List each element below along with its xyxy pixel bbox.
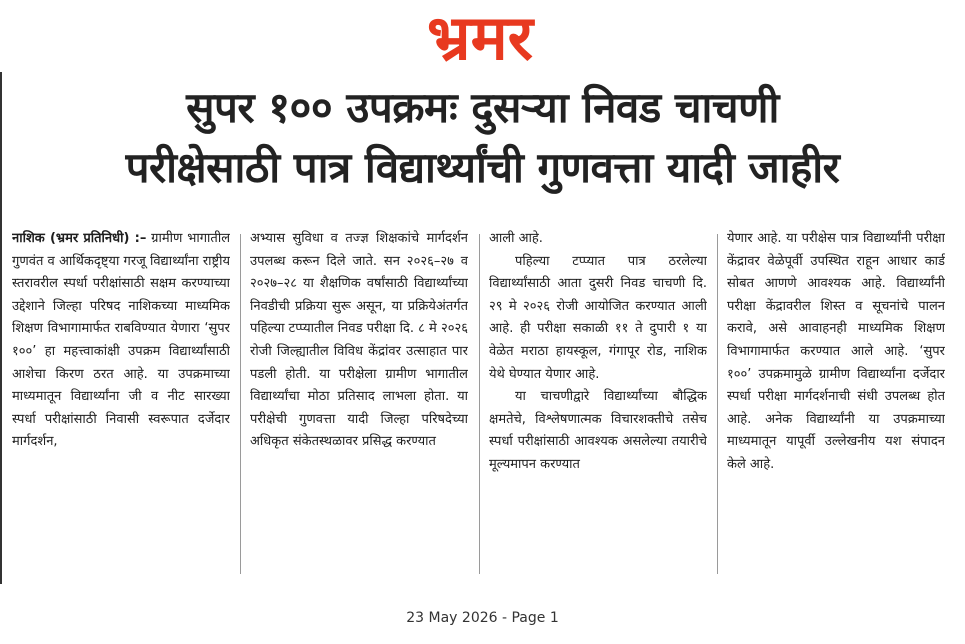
article-column-1: [12, 228, 230, 580]
column-divider-2: [479, 234, 480, 574]
headline-line-2: परीक्षेसाठी पात्र विद्यार्थ्यांची गुणवत्ता यादी जाहीर: [125, 143, 840, 192]
article-headline: [10, 78, 955, 198]
column-2-text: अभ्यास सुविधा व तज्ज्ञ शिक्षकांचे मार्गदर्शन उपलब्ध करून दिले जाते. सन २०२६–२७ व २०२७–२८ या शैक्षणिक वर्षांसाठी विद्यार्थ्यांच्या निवडीची प्रक्रिया सुरू असून, या प्रक्रियेअंतर्गत पहिल्या टप्प्यातील निवड परीक्षा दि. ८ मे २०२६ रोजी जिल्ह्यातील विविध केंद्रांवर उत्साहात पार पडली होती. या परीक्षेला ग्रामीण भागातील विद्यार्थ्यांचा मोठा प्रतिसाद लाभला होता. या परीक्षेची गुणवत्ता यादी जिल्हा परिषदेच्या अधिकृत संकेतस्थळावर प्रसिद्ध करण्यात: [250, 231, 468, 450]
column-1-paragraph: [12, 228, 230, 454]
article-column-4: [727, 228, 945, 580]
page-footer-date: 23 May 2026 - Page 1: [406, 610, 559, 626]
column-divider-1: [240, 234, 241, 574]
column-1-text: ग्रामीण भागातील गुणवंत व आर्थिकदृष्ट्या गरजू विद्यार्थ्यांना राष्ट्रीय स्तरावरील स्पर्धा परीक्षांसाठी सक्षम करण्याच्या उद्देशाने जिल्हा परिषद नाशिकच्या माध्यमिक शिक्षण विभागामार्फत राबविण्यात येणारा ‘सुपर १००’ हा महत्त्वाकांक्षी उपक्रम विद्यार्थ्यांसाठी आशेचा किरण ठरत आहे. या उपक्रमाच्या माध्यमातून विद्यार्थ्यांना जी व नीट सारख्या स्पर्धा परीक्षांसाठी निवासी स्वरूपात दर्जेदार मार्गदर्शन,: [12, 231, 230, 450]
left-page-border: [0, 72, 2, 584]
column-3-text-b: पहिल्या टप्प्यात पात्र ठरलेल्या विद्यार्थ्यांसाठी आता दुसरी निवड चाचणी दि. २९ मे २०२६ रोजी आयोजित करण्यात आली आहे. ही परीक्षा सकाळी ११ ते दुपारी १ या वेळेत मराठा हायस्कूल, गंगापूर रोड, नाशिक येथे घेण्यात येणार आहे.: [489, 253, 707, 382]
column-3-text-c: या चाचणीद्वारे विद्यार्थ्यांच्या बौद्धिक क्षमतेचे, विश्लेषणात्मक विचारशक्तीचे तसेच स्पर्धा परीक्षांसाठी आवश्यक असलेल्या तयारीचे मूल्यमापन करण्यात: [489, 389, 707, 472]
article-dateline: नाशिक (भ्रमर प्रतिनिधी) :–: [12, 231, 147, 246]
column-4-text: येणार आहे. या परीक्षेस पात्र विद्यार्थ्यांनी परीक्षा केंद्रावर वेळेपूर्वी उपस्थित राहून आधार कार्ड सोबत आणणे आवश्यक आहे. विद्यार्थ्यांनी परीक्षा केंद्रावरील शिस्त व सूचनांचे पालन करावे, असे आवाहनही माध्यमिक शिक्षण विभागामार्फत करण्यात आले आहे. ‘सुपर १००’ उपक्रमामुळे ग्रामीण विद्यार्थ्यांना दर्जेदार स्पर्धा परीक्षा मार्गदर्शनाची संधी उपलब्ध होत आहे. अनेक विद्यार्थ्यांनी या उपक्रमाच्या माध्यमातून यापूर्वी उल्लेखनीय यश संपादन केले आहे.: [727, 231, 945, 472]
newspaper-masthead-logo: [360, 2, 600, 70]
headline-line-1: सुपर १०० उपक्रमः दुसऱ्या निवड चाचणी: [186, 83, 779, 132]
masthead-logo-graphic: [365, 3, 595, 69]
article-column-3: [489, 228, 707, 580]
masthead-logo-text: भ्रमर: [426, 3, 534, 69]
column-3-text-a: आली आहे.: [489, 231, 543, 246]
article-column-2: [250, 228, 468, 580]
column-divider-3: [717, 234, 718, 574]
article-body: [12, 228, 960, 580]
